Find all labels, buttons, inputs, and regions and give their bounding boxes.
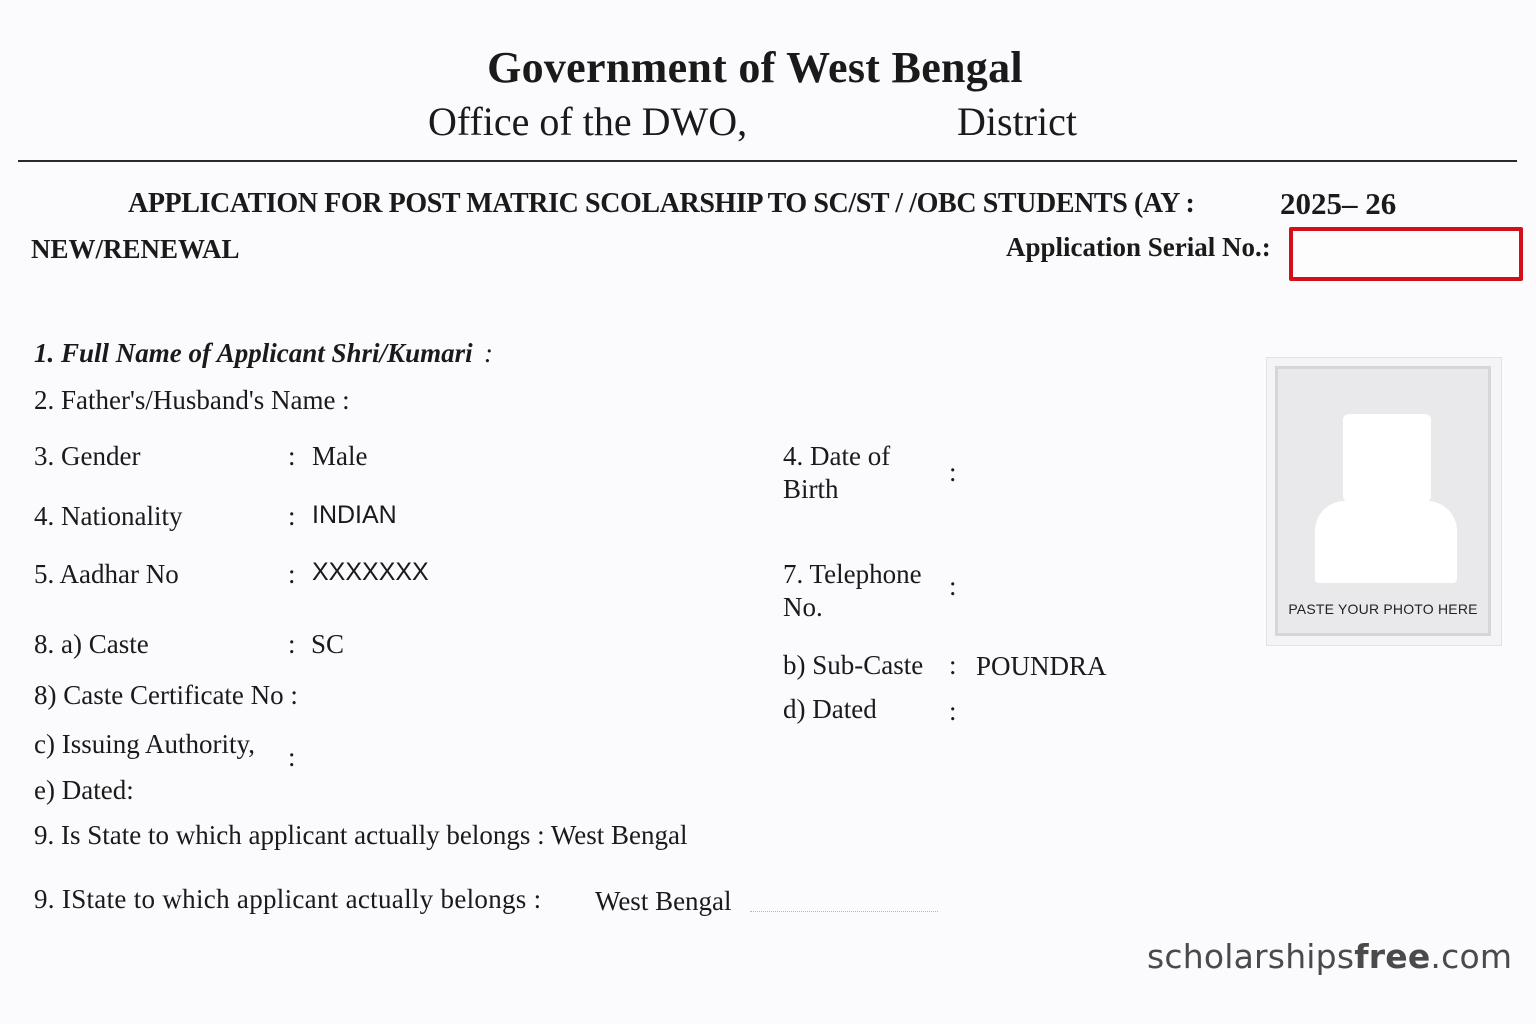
photo-label: PASTE YOUR PHOTO HERE [1288,601,1478,617]
application-type: NEW/RENEWAL [31,234,240,264]
telephone-colon: : [949,571,957,601]
state-value-2: West Bengal [595,886,732,916]
gender-label: 3. Gender [34,441,141,471]
state-label-1 [34,820,687,851]
dated-d-colon: : [949,696,957,726]
sub-caste-colon: : [949,650,957,680]
district-label: District [957,99,1077,144]
academic-year: 2025– 26 [1280,186,1397,221]
issuing-authority-colon: : [288,742,296,772]
caste-label: 8. a) Caste [34,629,149,659]
photo-box[interactable] [1266,357,1502,646]
state-label-1-text: 9. Is State to which applicant actually belongs : [34,820,545,850]
state-label-2: 9. IState to which applicant actually belongs : [34,884,542,914]
caste-certificate-label: 8) Caste Certificate No : [34,680,298,710]
full-name-colon: : [484,338,493,368]
gender-colon: : [288,441,296,471]
office-line: Office of the DWO, [428,99,748,144]
state-underline [750,911,938,912]
nationality-colon: : [288,501,296,531]
nationality-label: 4. Nationality [34,501,183,531]
caste-colon: : [288,629,296,659]
aadhar-label: 5. Aadhar No [34,559,179,589]
sub-caste-value: POUNDRA [976,651,1107,681]
photo-placeholder [1275,366,1491,636]
aadhar-value: XXXXXXX [312,558,429,586]
dated-d-label: d) Dated [783,694,877,724]
sub-caste-label: b) Sub-Caste [783,650,924,680]
person-silhouette-body [1315,501,1457,583]
serial-number-field[interactable] [1289,227,1523,281]
dated-e-label: e) Dated: [34,775,134,805]
telephone-label: 7. Telephone No. [783,559,922,622]
state-value-1: West Bengal [550,820,688,850]
government-title: Government of West Bengal [487,43,1023,92]
caste-value: SC [311,629,345,659]
dob-colon: : [949,457,957,487]
dob-label: 4. Date of Birth [783,441,891,504]
full-name-label: 1. Full Name of Applicant Shri/Kumari [34,338,473,368]
gender-value: Male [312,441,368,471]
nationality-value: INDIAN [312,501,397,529]
serial-number-label: Application Serial No.: [1006,232,1271,262]
application-title: APPLICATION FOR POST MATRIC SCOLARSHIP TO SC/ST / /OBC STUDENTS (AY : [128,188,1195,219]
aadhar-colon: : [288,559,296,589]
person-silhouette-icon [1343,414,1431,502]
site-watermark: scholarshipsfree.com [1147,937,1513,976]
issuing-authority-label: c) Issuing Authority, [34,729,255,759]
header-divider [18,160,1517,162]
father-name-label: 2. Father's/Husband's Name : [34,385,350,415]
